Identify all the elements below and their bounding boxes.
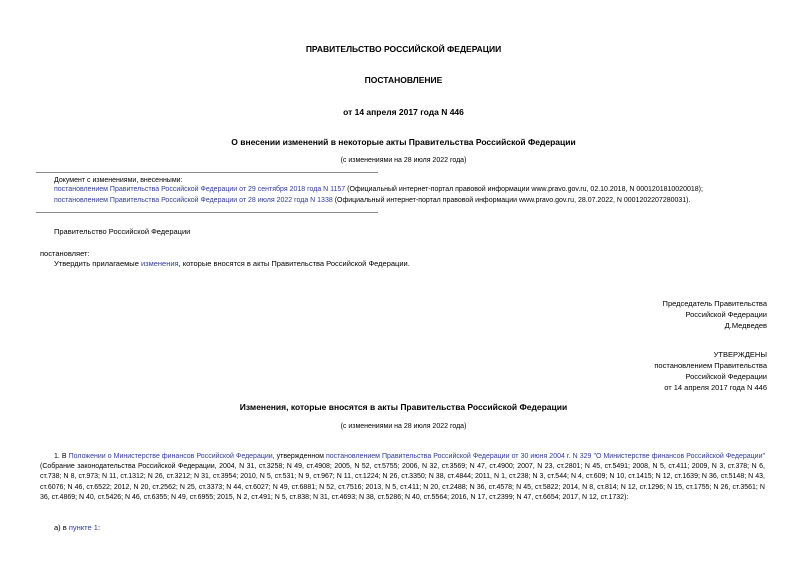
approved-line: от 14 апреля 2017 года N 446: [664, 383, 767, 392]
approved-label: УТВЕРЖДЕНЫ: [713, 350, 767, 359]
regulation-link[interactable]: Положении о Министерстве финансов Российской Федерации: [68, 453, 273, 460]
document-title: О внесении изменений в некоторые акты Правительства Российской Федерации: [231, 137, 576, 147]
approved-line: постановлением Правительства: [654, 361, 767, 370]
government-heading: ПРАВИТЕЛЬСТВО РОССИЙСКОЙ ФЕДЕРАЦИИ: [305, 44, 502, 54]
approve-sentence: Утвердить прилагаемые изменения, которые вносятся в акты Правительства Российской Федерации.: [54, 259, 410, 268]
signature-position: Российской Федерации: [685, 310, 767, 319]
revision-note: (с изменениями на 28 июля 2022 года): [340, 157, 467, 164]
government-line: Правительство Российской Федерации: [54, 227, 191, 236]
signature-position: Председатель Правительства: [662, 299, 767, 308]
signature-name: Д.Медведев: [724, 321, 767, 330]
amendment-source: (Официальный интернет-портал правовой информации www.pravo.gov.ru, 28.07.2022, N 0001202207280031).: [332, 197, 691, 204]
decrees-word: постановляет:: [40, 249, 90, 258]
amendment-item: [54, 197, 690, 204]
amendment-source: (Официальный интернет-портал правовой информации www.pravo.gov.ru, 02.10.2018, N 0001201810020018);: [345, 186, 703, 193]
amendment-link[interactable]: постановлением Правительства Российской Федерации от 28 июля 2022 года N 1338: [54, 197, 333, 204]
divider: [36, 212, 378, 213]
amendment-link[interactable]: постановлением Правительства Российской Федерации от 29 сентября 2018 года N 1157: [54, 186, 346, 193]
change-item-1: 1. В Положении о Министерстве финансов Российской Федерации, утвержденном постановлением Правительства Российской Федерации от 30 июня 2004 г. N 329 "О Министерстве финансов Российской Федерации" (Собрание законодательства Российской Федерации, 2004, N 31, ст.3258; N 49, ст.4908; 2005, N 52, ст.5755; 2006, N 32, ст.3569; N 47, ст.4900; 2007, N 23, ст.2801; N 45, ст.5491; 2008, N 5, ст.411; 2009, N 3, ст.378; N 6, ст.738; N 8, ст.973; N 11, ст.1312; N 26, ст.3212; N 31, ст.3954; 2010, N 5, ст.531; N 9, ст.967; N 11, ст.1224; N 26, ст.3350; N 38, ст.4844; 2011, N 1, ст.238; N 3, ст.544; N 4, ст.609; N 10, ст.1415; N 12, ст.1639; N 36, ст.5148; N 43, ст.6076; N 46, ст.6522; 2012, N 20, ст.2562; N 25, ст.3373; N 44, ст.6027; N 49, ст.6881; N 52, ст.7516; 2013, N 5, ст.411; N 20, ст.2488; N 36, ст.4578; N 45, ст.5822; 2014, N 8, ст.814; N 12, ст.1296; N 15, ст.1755; N 26, ст.3561; N 36, ст.4869; N 40, ст.5426; N 46, ст.6355; N 49, ст.6955; 2015, N 2, ст.491; N 5, ст.838; N 31, ст.4693; N 38, ст.5286; N 40, ст.5564; 2016, N 17, ст.2399; N 47, ст.6654; 2017, N 12, ст.1732):: [40, 453, 765, 501]
changes-title: Изменения, которые вносятся в акты Правительства Российской Федерации: [239, 402, 568, 412]
changes-link[interactable]: изменения: [140, 259, 179, 268]
changes-revision: (с изменениями на 28 июля 2022 года): [340, 423, 467, 430]
approved-line: Российской Федерации: [685, 372, 767, 381]
amendments-intro: Документ с изменениями, внесенными:: [54, 177, 183, 184]
change-subitem-a: а) в пункте 1:: [54, 523, 101, 532]
document-type: ПОСТАНОВЛЕНИЕ: [364, 75, 443, 85]
divider: [36, 172, 378, 173]
document-date-number: от 14 апреля 2017 года N 446: [343, 107, 464, 117]
clause-link[interactable]: пункте 1: [68, 523, 98, 532]
decree-link[interactable]: постановлением Правительства Российской Федерации от 30 июня 2004 г. N 329 "О Министерстве финансов Российской Федерации": [325, 453, 765, 460]
amendment-item: [54, 186, 703, 193]
